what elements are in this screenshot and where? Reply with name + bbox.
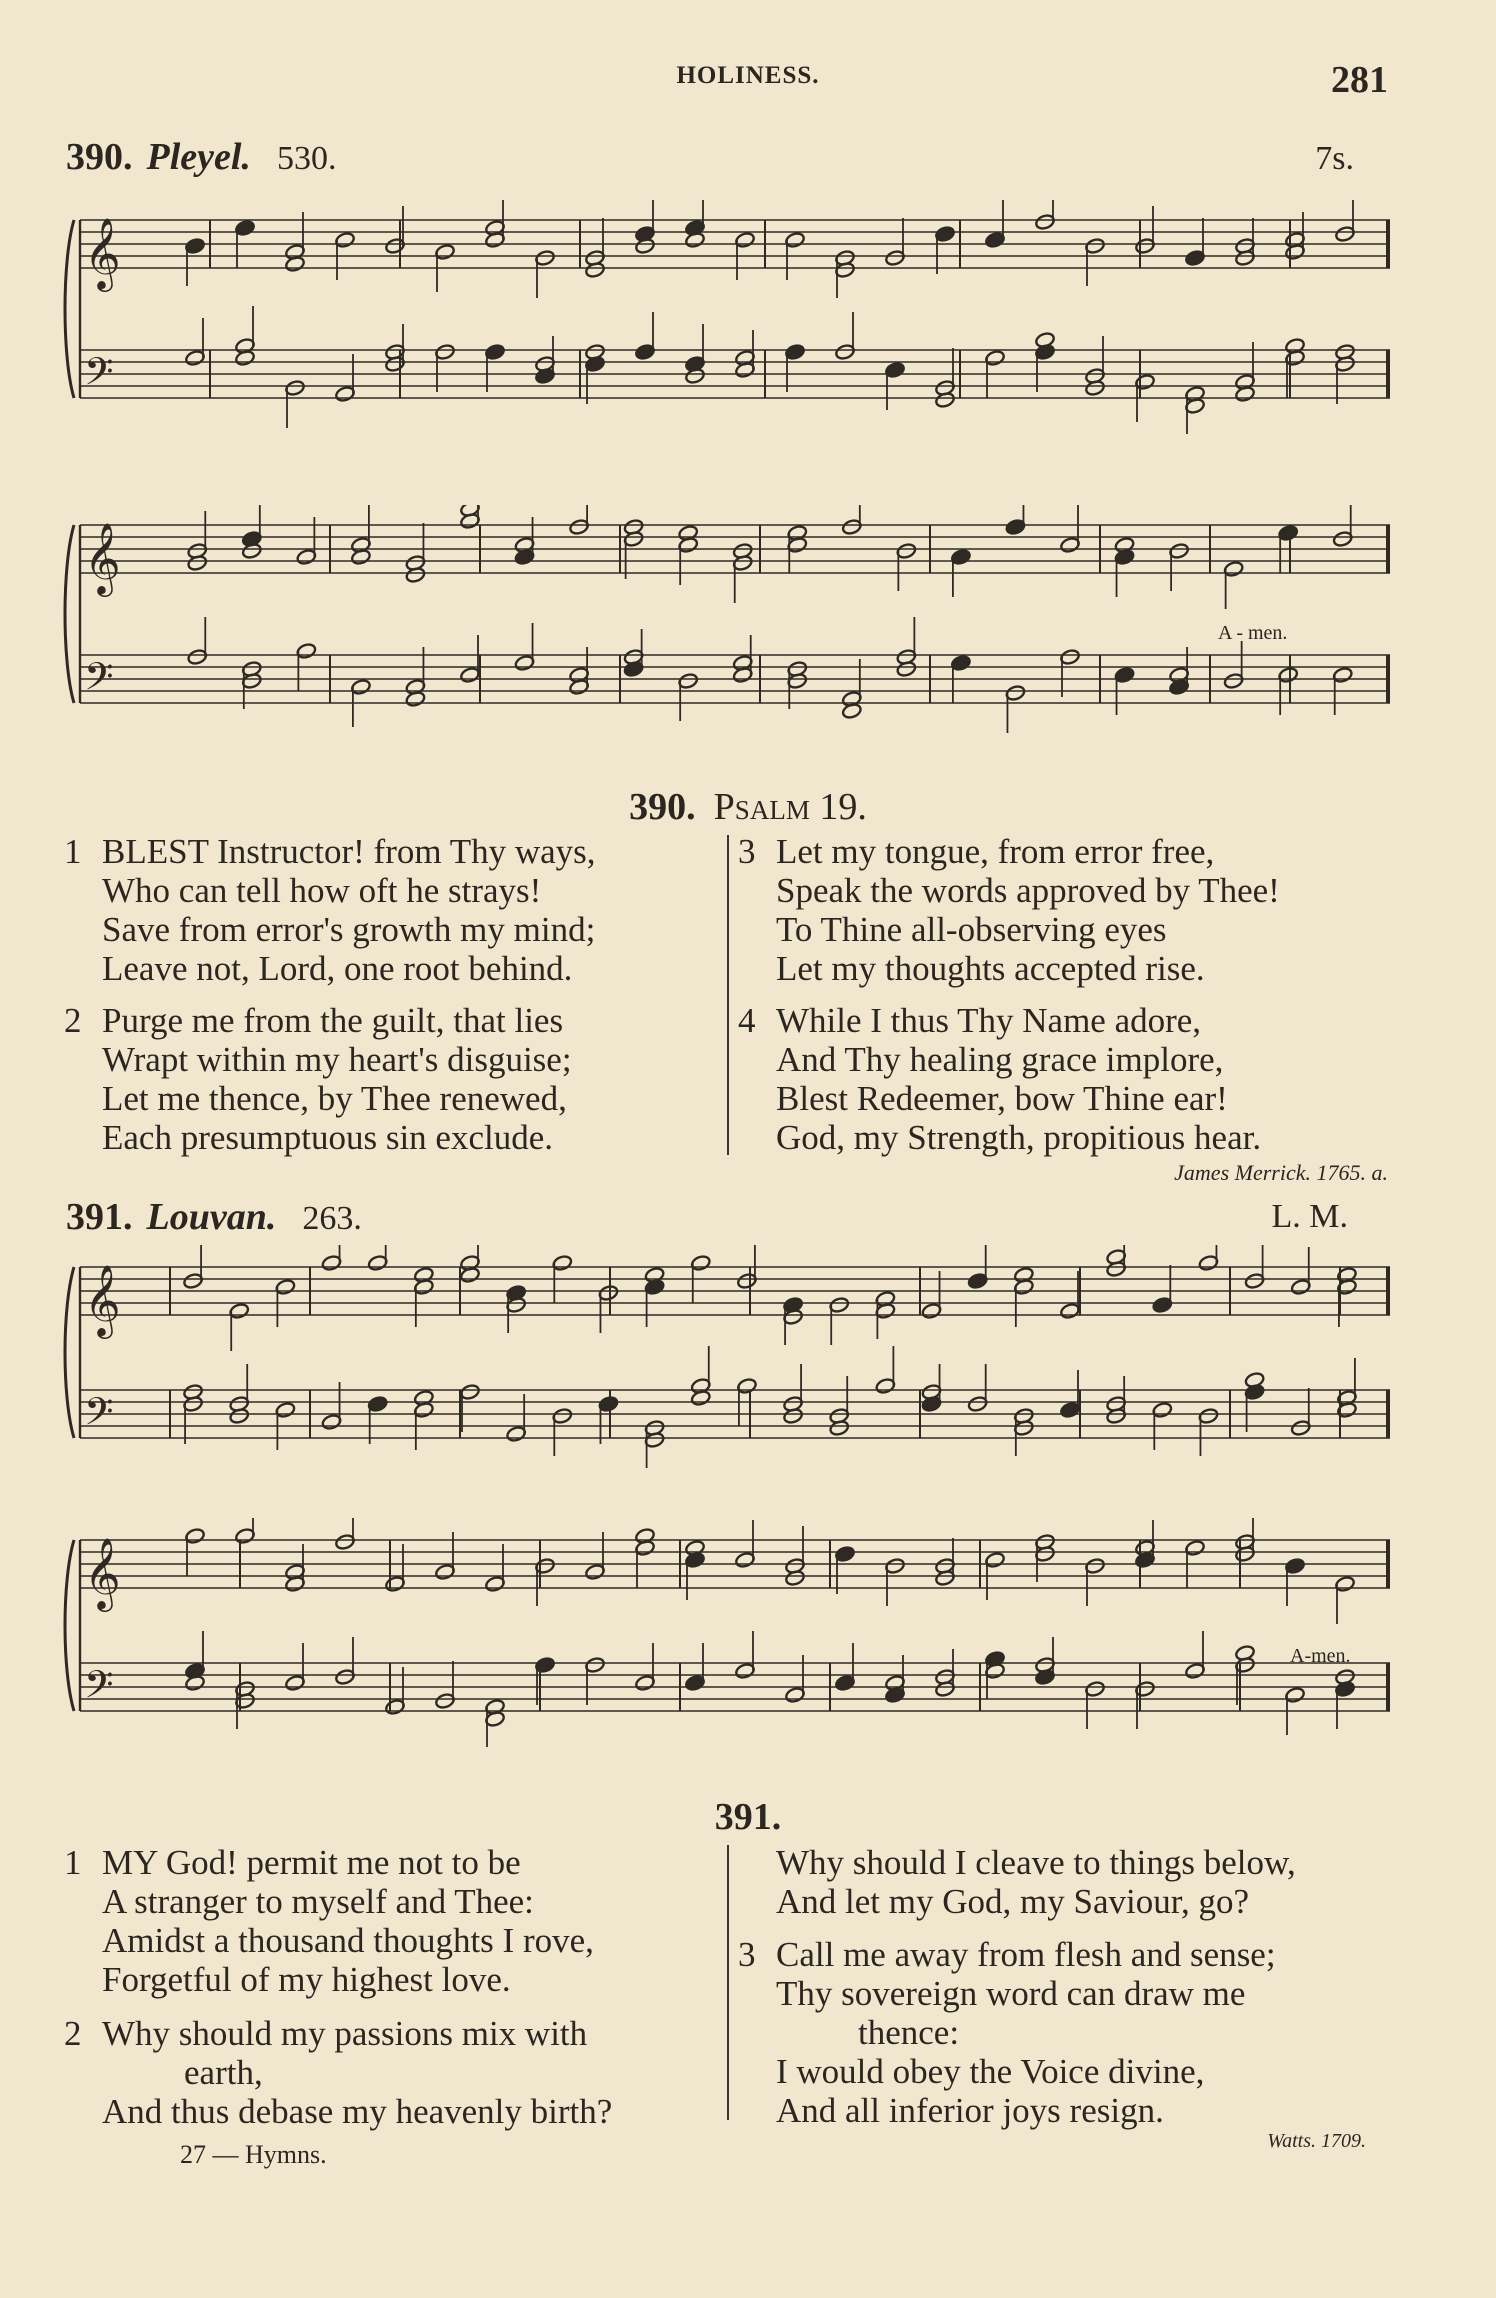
music-system-390-2 [60, 505, 1400, 775]
amen-label: A-men. [1290, 1645, 1351, 1667]
stanza-3 [738, 832, 1280, 988]
psalm-reference: Psalm 19. [713, 786, 867, 828]
verse-line: Each presumptuous sin exclude. [102, 1118, 554, 1157]
hymn-391-heading [0, 1795, 1496, 1839]
tune-391-heading [66, 1195, 362, 1239]
verse-line: Leave not, Lord, one root behind. [102, 949, 573, 988]
verse-line: Blest Redeemer, bow Thine ear! [776, 1079, 1228, 1118]
stanza-2 [64, 2014, 612, 2131]
signature-mark: 27 — Hymns. [180, 2140, 327, 2169]
verse-line: Save from error's growth my mind; [102, 910, 596, 949]
verse-line: Why should I cleave to things below, [776, 1843, 1296, 1882]
stanza-2-continued [738, 1843, 1296, 1921]
tune-390-heading [66, 135, 336, 179]
bass-clef: 𝄢 [84, 1389, 114, 1443]
verse-line: God, my Strength, propitious hear. [776, 1118, 1262, 1157]
stanza-1 [64, 1843, 594, 1999]
treble-clef: 𝄞 [84, 1536, 121, 1609]
verse-line: A stranger to myself and Thee: [102, 1882, 534, 1921]
treble-clef: 𝄞 [84, 216, 121, 289]
verse-number: 2 [64, 1001, 82, 1040]
running-title: HOLINESS. [676, 62, 820, 89]
hymn-number: 391. [714, 1796, 782, 1838]
hymn-390-heading [0, 785, 1496, 829]
verse-line: Amidst a thousand thoughts I rove, [102, 1921, 594, 1960]
tune-name: Pleyel. [146, 136, 251, 178]
verse-line: And all inferior joys resign. [776, 2091, 1164, 2130]
verse-line: earth, [184, 2053, 263, 2092]
tune-number: 390. [66, 136, 133, 178]
tune-reference: 530. [276, 140, 337, 177]
verse-line: And Thy healing grace implore, [776, 1040, 1224, 1079]
tune-name: Louvan. [146, 1196, 277, 1238]
music-system-391-1 [60, 1245, 1400, 1495]
verse-line: Why should my passions mix with [102, 2014, 588, 2053]
stanza-1 [64, 832, 596, 988]
bass-clef: 𝄢 [84, 1662, 114, 1716]
verse-line: MY God! permit me not to be [102, 1843, 521, 1882]
brace [65, 525, 74, 703]
verse-line: BLEST Instructor! from Thy ways, [102, 832, 596, 871]
page-number: 281 [1331, 59, 1388, 101]
verse-line: Let my thoughts accepted rise. [776, 949, 1205, 988]
verse-number: 1 [64, 832, 82, 871]
verse-line: Speak the words approved by Thee! [776, 871, 1280, 910]
treble-clef: 𝄞 [84, 1263, 121, 1336]
verse-line: Forgetful of my highest love. [102, 1960, 511, 1999]
tune-meter: L. M. [1271, 1198, 1348, 1235]
brace [65, 1267, 74, 1438]
verse-line: And thus debase my heavenly birth? [102, 2092, 613, 2131]
verse-line: To Thine all-observing eyes [776, 910, 1167, 949]
verse-line: Let me thence, by Thee renewed, [102, 1079, 567, 1118]
bass-clef: 𝄢 [84, 654, 114, 708]
verse-number: 4 [738, 1001, 756, 1040]
verse-number: 2 [64, 2014, 82, 2053]
stanza-2 [64, 1001, 572, 1157]
music-system-390-1 [60, 200, 1400, 470]
stanza-4 [738, 1001, 1261, 1157]
brace [65, 220, 74, 398]
column-rule [727, 1845, 729, 2120]
verse-line: Purge me from the guilt, that lies [102, 1001, 564, 1040]
brace [65, 1540, 74, 1711]
verse-line: And let my God, my Saviour, go? [776, 1882, 1249, 1921]
attribution: Watts. 1709. [1267, 2130, 1366, 2152]
verse-line: Thy sovereign word can draw me [776, 1974, 1246, 2013]
verse-line: While I thus Thy Name adore, [776, 1001, 1202, 1040]
hymn-number: 390. [629, 786, 696, 828]
stanza-3 [738, 1935, 1276, 2130]
verse-number: 1 [64, 1843, 82, 1882]
verse-number: 3 [738, 832, 756, 871]
verse-number: 3 [738, 1935, 756, 1974]
tune-reference: 263. [302, 1200, 362, 1237]
verse-line: Call me away from flesh and sense; [776, 1935, 1276, 1974]
music-system-391-2 [60, 1518, 1400, 1768]
verse-line: thence: [858, 2013, 960, 2052]
tune-meter: 7s. [1315, 140, 1354, 177]
verse-line: Who can tell how oft he strays! [102, 871, 542, 910]
verse-line: Wrapt within my heart's disguise; [102, 1040, 572, 1079]
column-rule [727, 835, 729, 1155]
tune-number: 391. [66, 1196, 133, 1238]
amen-label: A - men. [1218, 622, 1288, 644]
attribution: James Merrick. 1765. a. [1174, 1160, 1388, 1185]
verse-line: Let my tongue, from error free, [776, 832, 1215, 871]
verse-line: I would obey the Voice divine, [776, 2052, 1205, 2091]
bass-clef: 𝄢 [84, 349, 114, 403]
treble-clef: 𝄞 [84, 521, 121, 594]
